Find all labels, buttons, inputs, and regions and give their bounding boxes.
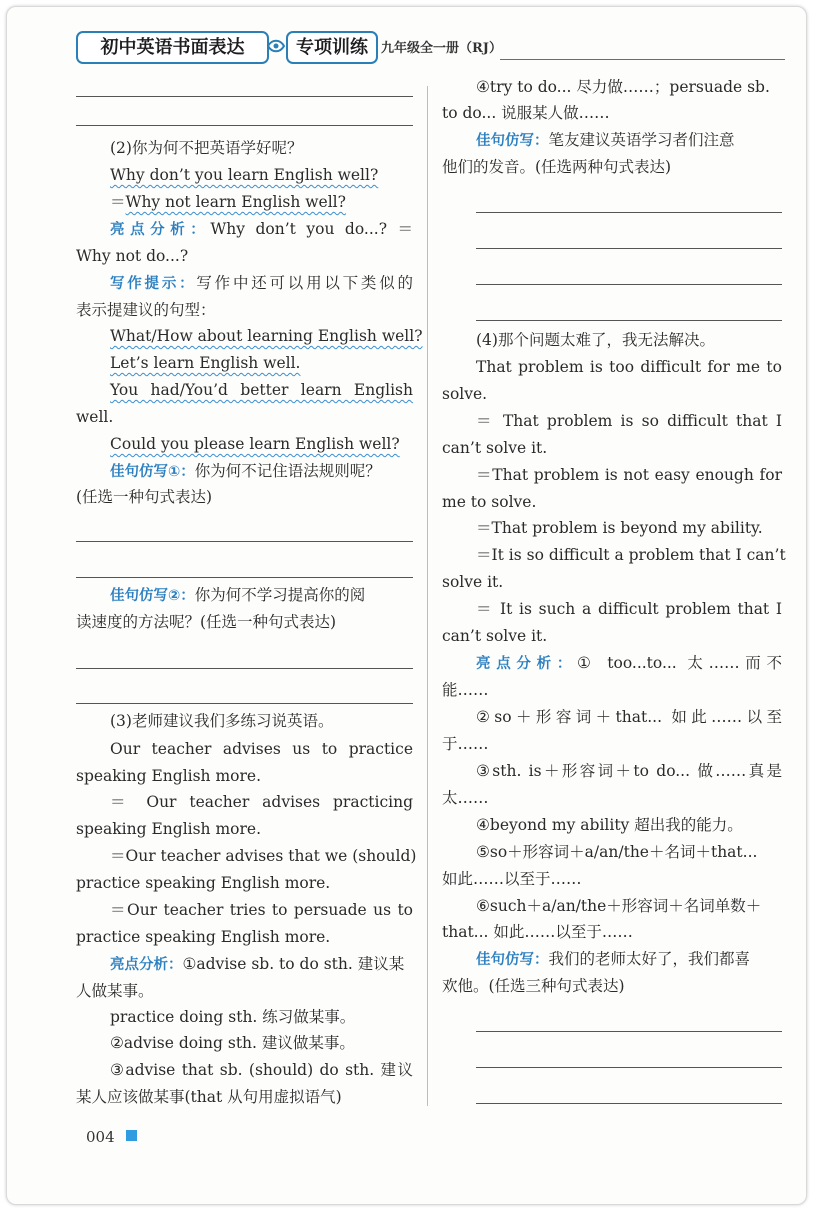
example-3-cont: well. [76, 408, 114, 426]
q4-sentence-4: ＝That problem is beyond my ability. [476, 519, 763, 537]
q3-sentence-1-cont: speaking English more. [76, 767, 262, 785]
q4-highlight-4: ④beyond my ability 超出我的能力。 [476, 816, 743, 834]
answer-line[interactable] [476, 1031, 782, 1032]
answer-line [76, 125, 413, 126]
q3-highlight-2: practice doing sth. 练习做某事。 [110, 1008, 356, 1026]
q4-imitation: 佳句仿写：我们的老师太好了，我们都喜 [476, 950, 751, 968]
q3-highlight-4-cont: 某人应该做某事(that 从句用虚拟语气) [76, 1088, 342, 1106]
example-3: You had/You’d better learn English [110, 381, 413, 399]
q4-highlight-5-cont: 如此……以至于…… [442, 870, 582, 888]
tip-label: 写作提示： [110, 276, 197, 292]
imitation-label: 佳句仿写： [476, 952, 549, 968]
q4-sentence-6-cont: can’t solve it. [442, 627, 548, 645]
q4-sentence-5-cont: solve it. [442, 573, 504, 591]
q4-highlight-1-cont: 能…… [442, 681, 489, 699]
q3-sentence-1: Our teacher advises us to practice [110, 740, 413, 758]
q4-imitation-cont: 欢他。(任选三种句式表达) [442, 977, 625, 995]
answer-line[interactable] [476, 320, 782, 321]
q2-heading: (2)你为何不把英语学好呢？ [110, 139, 303, 157]
knot-ornament-icon [266, 36, 286, 56]
grade-label: 九年级全一册（RJ） [381, 41, 502, 56]
book-title-box [76, 31, 269, 64]
q3-sentence-4-cont: practice speaking English more. [76, 928, 331, 946]
q4-sentence-5: ＝It is so difficult a problem that I can’t [476, 546, 786, 564]
imitation-label: 佳句仿写： [476, 133, 549, 149]
q4-sentence-3: ＝That problem is not easy enough for [476, 466, 782, 484]
answer-line[interactable] [476, 248, 782, 249]
q4-sentence-1-cont: solve. [442, 385, 488, 403]
q3-sentence-3-cont: practice speaking English more. [76, 874, 331, 892]
series-box [286, 31, 378, 64]
answer-line[interactable] [476, 212, 782, 213]
q4-heading: (4)那个问题太难了，我无法解决。 [476, 331, 715, 349]
imitation-2: 佳句仿写②：你为何不学习提高你的阅 [110, 586, 366, 604]
q2-highlight: 亮点分析：Why don’t you do...? ＝ [110, 220, 413, 238]
q3-sentence-2-cont: speaking English more. [76, 820, 262, 838]
q3-heading: (3)老师建议我们多练习说英语。 [110, 712, 334, 730]
q2-sentence-2: ＝Why not learn English well? [110, 193, 346, 211]
example-4: Could you please learn English well? [110, 435, 400, 453]
q4-highlight-6-cont: that... 如此……以至于…… [442, 923, 633, 941]
series-title: 专项训练 [296, 37, 368, 58]
answer-line[interactable] [76, 703, 413, 704]
q2-highlight-cont: Why not do...? [76, 247, 189, 265]
r-top-1: ④try to do... 尽力做……；persuade sb. [476, 78, 770, 96]
q4-sentence-2-cont: can’t solve it. [442, 439, 548, 457]
page-marker-square [126, 1130, 137, 1141]
q2-writing-tip-cont: 表示提建议的句型： [76, 301, 216, 319]
page-number: 004 [86, 1128, 115, 1146]
answer-line[interactable] [476, 284, 782, 285]
q4-highlight-6: ⑥such＋a/an/the＋形容词＋名词单数＋ [476, 897, 762, 915]
answer-line[interactable] [76, 541, 413, 542]
q4-highlight-5: ⑤so＋形容词＋a/an/the＋名词＋that... [476, 843, 758, 861]
q4-highlight-3-cont: 太…… [442, 789, 489, 807]
example-2: Let’s learn English well. [110, 354, 301, 372]
q4-sentence-6: ＝ It is such a difficult problem that I [476, 600, 782, 618]
r-top-2: to do... 说服某人做…… [442, 104, 610, 122]
imitation-label: 佳句仿写①： [110, 464, 195, 480]
example-1: What/How about learning English well? [110, 327, 423, 345]
q2-writing-tip: 写作提示：写作中还可以用以下类似的 [110, 274, 413, 292]
imitation-2-cont: 读速度的方法呢？(任选一种句式表达) [76, 613, 337, 631]
header-rule [500, 59, 785, 60]
highlight-label: 亮点分析： [110, 222, 211, 238]
q4-highlight-2-cont: 于…… [442, 735, 489, 753]
q3-highlight-4: ③advise that sb. (should) do sth. 建议 [110, 1061, 413, 1079]
q2-sentence-1: Why don’t you learn English well? [110, 166, 379, 184]
q4-sentence-1: That problem is too difficult for me to [476, 358, 782, 376]
imitation-1: 佳句仿写①：你为何不记住语法规则呢？ [110, 462, 381, 480]
q3-highlight-1-cont: 人做某事。 [76, 982, 154, 1000]
r-imitation-cont: 他们的发音。(任选两种句式表达) [442, 158, 672, 176]
q4-highlight-2: ②so＋形容词＋that... 如此……以至 [476, 708, 782, 726]
q4-highlight: 亮点分析：① too...to... 太……而不 [476, 654, 782, 672]
answer-line[interactable] [76, 577, 413, 578]
book-title: 初中英语书面表达 [100, 37, 245, 58]
answer-line[interactable] [76, 668, 413, 669]
q4-highlight-3: ③sth. is＋形容词＋to do... 做……真是 [476, 762, 782, 780]
q4-sentence-2: ＝ That problem is so difficult that I [476, 412, 782, 430]
q3-sentence-4: ＝Our teacher tries to persuade us to [110, 901, 413, 919]
answer-line[interactable] [476, 1103, 782, 1104]
q3-highlight-3: ②advise doing sth. 建议做某事。 [110, 1034, 355, 1052]
imitation-label: 佳句仿写②： [110, 588, 195, 604]
r-imitation: 佳句仿写：笔友建议英语学习者们注意 [476, 131, 735, 149]
imitation-1-note: (任选一种句式表达) [76, 488, 213, 506]
q3-sentence-3: ＝Our teacher advises that we (should) [110, 847, 417, 865]
answer-line [76, 96, 413, 97]
answer-line[interactable] [476, 1067, 782, 1068]
highlight-label: 亮点分析： [110, 957, 183, 973]
column-divider [427, 86, 428, 1106]
q3-sentence-2: ＝ Our teacher advises practicing [110, 793, 413, 811]
q3-highlight: 亮点分析：①advise sb. to do sth. 建议某 [110, 955, 405, 973]
q4-sentence-3-cont: me to solve. [442, 493, 537, 511]
highlight-label: 亮点分析： [476, 656, 578, 672]
